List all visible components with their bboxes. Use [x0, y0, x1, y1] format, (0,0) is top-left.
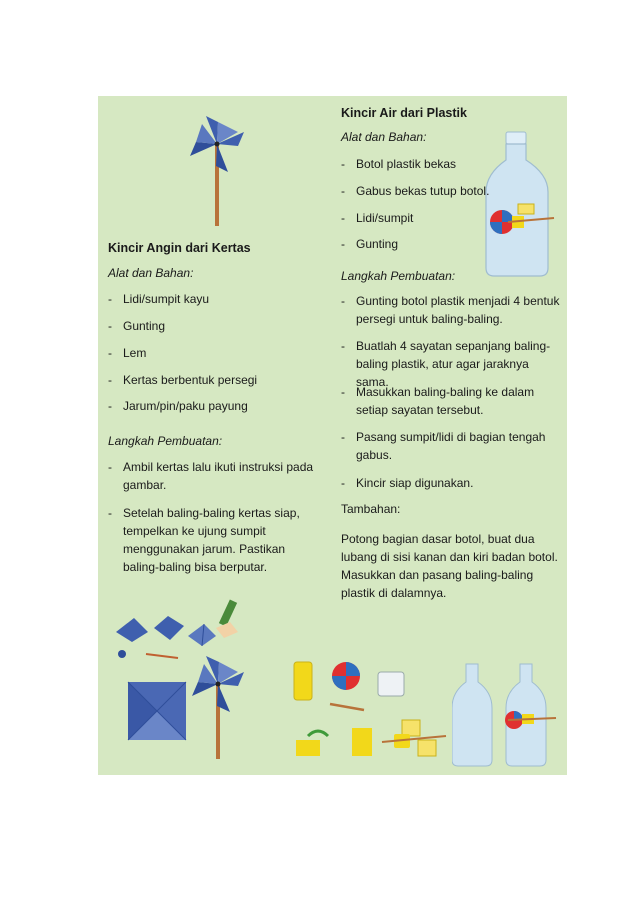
list-item: - Gunting — [341, 237, 399, 251]
right-materials-heading: Alat dan Bahan: — [341, 130, 427, 144]
bottles-illustration-bottom — [452, 660, 564, 768]
list-item: - Botol plastik bekas — [341, 157, 457, 171]
extra-heading: Tambahan: — [341, 502, 401, 516]
left-steps-heading: Langkah Pembuatan: — [108, 434, 223, 448]
list-item: - Jarum/pin/paku payung — [108, 399, 248, 413]
right-title: Kincir Air dari Plastik — [341, 106, 467, 120]
list-item: - Buatlah 4 sayatan sepanjang baling-baling plastik, atur agar jaraknya sama. — [341, 339, 551, 389]
list-item: - Lidi/sumpit kayu — [108, 292, 210, 306]
left-title: Kincir Angin dari Kertas — [108, 241, 251, 255]
list-item: - Ambil kertas lalu ikuti instruksi pada gambar. — [108, 460, 314, 492]
list-item: - Lidi/sumpit — [341, 211, 414, 225]
waterwheel-parts-illustration — [290, 654, 450, 762]
extra-text: Potong bagian dasar botol, buat dua lubang di sisi kanan dan kiri badan botol. Masukkan dan pasang baling-baling plastik di dalamnya. — [341, 532, 558, 600]
pinwheel-illustration-bottom-right — [190, 654, 246, 760]
list-item: - Masukkan baling-baling ke dalam setiap sayatan tersebut. — [341, 385, 535, 417]
right-steps-heading: Langkah Pembuatan: — [341, 269, 456, 283]
list-item: - Gunting — [108, 319, 166, 333]
list-item: - Lem — [108, 346, 147, 360]
list-item: - Setelah baling-baling kertas siap, tempelkan ke ujung sumpit menggunakan jarum. Pastikan baling-baling bisa berputar. — [108, 506, 300, 574]
list-item: - Pasang sumpit/lidi di bagian tengah gabus. — [341, 430, 546, 462]
list-item: - Kincir siap digunakan. — [341, 476, 474, 490]
pinwheel-illustration-bottom-left — [122, 676, 192, 746]
list-item: - Kertas berbentuk persegi — [108, 373, 258, 387]
list-item: - Gabus bekas tutup botol. — [341, 184, 490, 198]
bottle-illustration-top — [478, 130, 558, 278]
list-item: - Gunting botol plastik menjadi 4 bentuk persegi untuk baling-baling. — [341, 294, 560, 326]
left-materials-heading: Alat dan Bahan: — [108, 266, 194, 280]
pinwheel-illustration-top — [188, 112, 248, 227]
